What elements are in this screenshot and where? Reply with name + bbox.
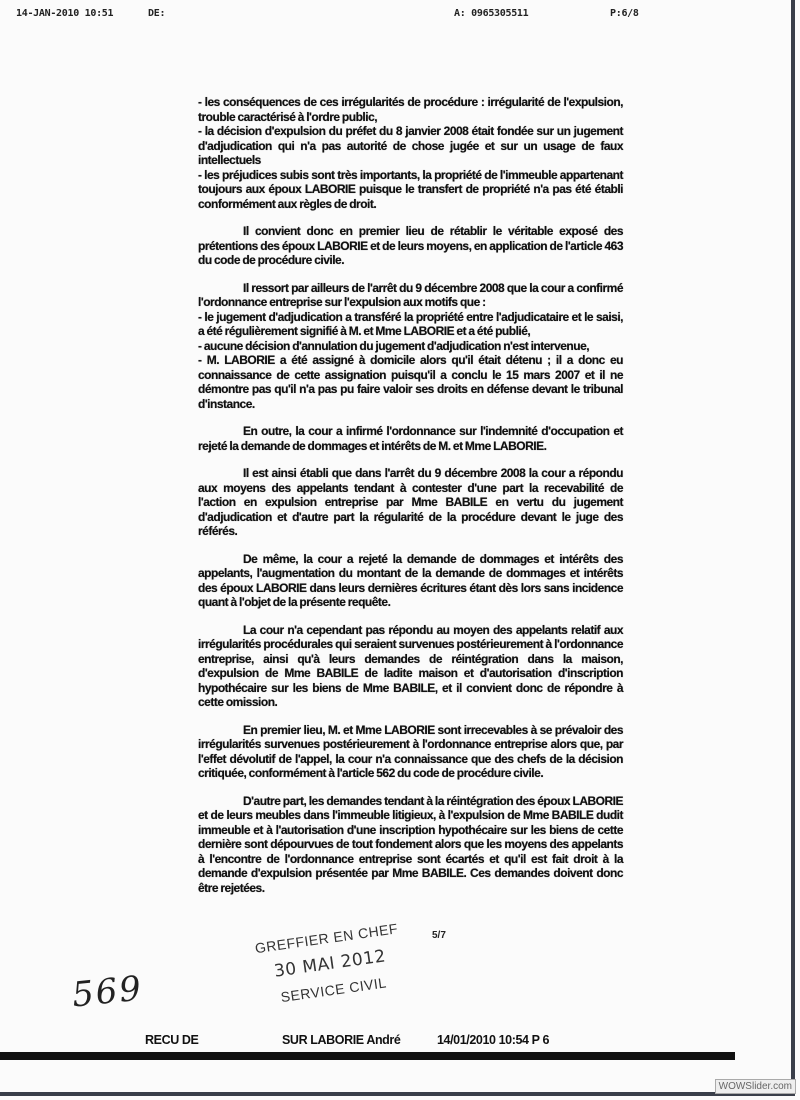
bullet-item: - le jugement d'adjudication a transféré la propriété entre l'adjudicataire et le saisi, a été régulièrement signifié à M. et Mme LABORIE et a été publié, — [198, 309, 623, 338]
fax-page: P:6/8 — [610, 8, 639, 19]
document-body — [198, 95, 623, 908]
paragraph: La cour n'a cependant pas répondu au moyen des appelants relatif aux irrégularités procédurales qui seraient survenues postérieurement à l'ordonnance entreprise, ainsi qu'à leurs demandes de réintégration dans la maison, d'expulsion de Mme BABILE de ladite maison et d'autorisation d'inscription hypothécaire sur les biens de Mme BABILE, et il convient donc de répondre à cette omission. — [198, 622, 623, 709]
footer-datetime: 14/01/2010 10:54 P 6 — [437, 1033, 550, 1047]
bullet-item: - les conséquences de ces irrégularités de procédure : irrégularité de l'expulsion, trouble caractérisé à l'ordre public, — [198, 95, 623, 124]
paragraph: Il convient donc en premier lieu de rétablir le véritable exposé des prétentions des époux LABORIE et de leurs moyens, en application de l'article 463 du code de procédure civile. — [198, 224, 623, 267]
fax-footer-bar — [0, 1052, 735, 1060]
fax-datetime: 14-JAN-2010 10:51 — [16, 8, 114, 19]
page-number: 5/7 — [432, 930, 446, 941]
paragraph: En premier lieu, M. et Mme LABORIE sont irrecevables à se prévaloir des irrégularités survenues postérieurement à l'ordonnance entreprise alors que, par l'effet dévolutif de l'appel, la cour n'a connaissance que des chefs de la décision critiquée, conformément à l'article 562 du code de procédure civile. — [198, 722, 623, 780]
paragraph: Il est ainsi établi que dans l'arrêt du 9 décembre 2008 la cour a répondu aux moyens des appelants tendant à contester d'une part la recevabilité de l'action en expulsion entreprise par Mme BABILE en vertu du jugement d'adjudication et d'autre part la régularité de la procédure devant le juge des référés. — [198, 466, 623, 538]
stamp-service: SERVICE CIVIL — [279, 974, 388, 1006]
footer-from: SUR LABORIE André — [282, 1033, 401, 1047]
watermark: WOWSlider.com — [715, 1079, 796, 1094]
bullet-item: - M. LABORIE a été assigné à domicile alors qu'il était détenu ; il a donc eu connaissance de cette assignation puisqu'il a conclu le 15 mars 2007 et il ne démontre pas qu'il n'a pas pu faire valoir ses droits en défense devant le tribunal d'instance. — [198, 353, 623, 411]
paragraph-ressort — [198, 281, 623, 412]
paragraph: En outre, la cour a infirmé l'ordonnance sur l'indemnité d'occupation et rejeté la demande de dommages et intérêts de M. et Mme LABORIE. — [198, 424, 623, 453]
paragraph: De même, la cour a rejeté la demande de dommages et intérêts des appelants, l'augmentation du montant de la demande de dommages et intérêts des époux LABORIE dans leurs dernières écritures étant dès lors sans incidence quant à l'objet de la présente requête. — [198, 551, 623, 609]
fax-to: A: 0965305511 — [454, 8, 529, 19]
footer-received: RECU DE — [145, 1033, 199, 1047]
bullet-item: - la décision d'expulsion du préfet du 8 janvier 2008 était fondée sur un jugement d'adjudication qui n'a pas autorité de chose jugée et sur un usage de faux intellectuels — [198, 124, 623, 167]
fax-from: DE: — [148, 8, 166, 19]
paragraph-intro: Il ressort par ailleurs de l'arrêt du 9 décembre 2008 que la cour a confirmé l'ordonnance entreprise sur l'expulsion aux motifs que : — [198, 280, 623, 309]
handwritten-number: 569 — [70, 968, 145, 1016]
stamp-date: 30 MAI 2012 — [272, 946, 388, 982]
paragraph-claims — [198, 95, 623, 211]
paragraph: D'autre part, les demandes tendant à la réintégration des époux LABORIE et de leurs meubles dans l'immeuble litigieux, à l'expulsion de Mme BABILE dudit immeuble et à l'autorisation d'une inscription hypothécaire sur les biens de cette dernière sont dépourvues de tout fondement alors que les moyens des appelants à l'encontre de l'ordonnance entreprise sont écartés et qu'il est fait droit à la demande d'expulsion présentée par Mme BABILE. Ces demandes doivent donc être rejetées. — [198, 793, 623, 895]
bullet-item: - aucune décision d'annulation du jugement d'adjudication n'est intervenue, — [198, 338, 590, 353]
bullet-item: - les préjudices subis sont très importants, la propriété de l'immeuble appartenant toujours aux époux LABORIE puisque le transfert de propriété n'a pas été établi conformément aux règles de droit. — [198, 167, 623, 211]
stamp-title: GREFFIER EN CHEF — [253, 920, 399, 957]
